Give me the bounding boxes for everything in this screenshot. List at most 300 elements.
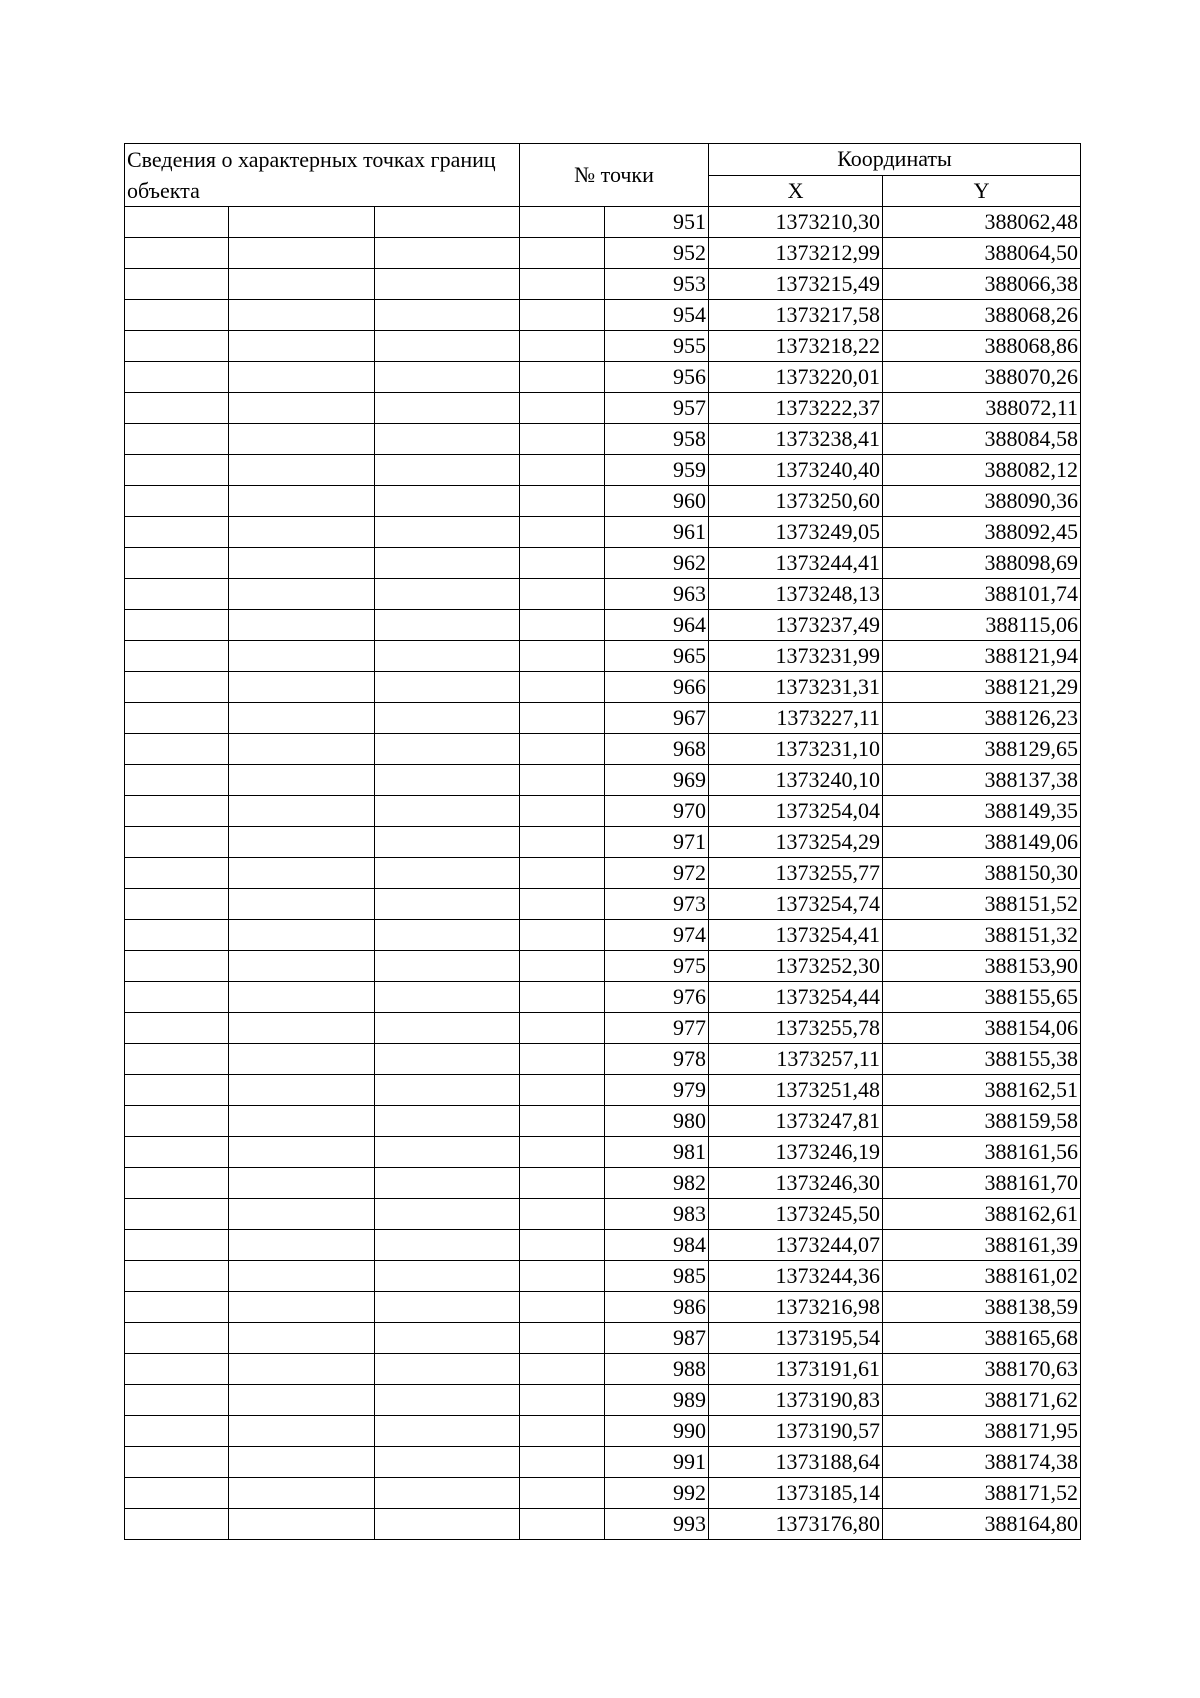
- y-coordinate-cell: 388072,11: [883, 393, 1081, 424]
- empty-cell: [125, 1354, 229, 1385]
- empty-cell: [375, 641, 520, 672]
- empty-cell: [229, 1416, 375, 1447]
- point-number-cell: 986: [605, 1292, 709, 1323]
- point-number-cell: 951: [605, 207, 709, 238]
- x-coordinate-cell: 1373231,99: [709, 641, 883, 672]
- y-coordinate-cell: 388162,51: [883, 1075, 1081, 1106]
- empty-cell: [229, 1137, 375, 1168]
- empty-cell: [520, 548, 605, 579]
- empty-cell: [520, 672, 605, 703]
- table-row: [125, 889, 1081, 920]
- empty-cell: [229, 269, 375, 300]
- table-row: [125, 424, 1081, 455]
- empty-cell: [375, 393, 520, 424]
- table-row: [125, 1261, 1081, 1292]
- empty-cell: [229, 1354, 375, 1385]
- x-coordinate-cell: 1373255,77: [709, 858, 883, 889]
- empty-cell: [375, 1385, 520, 1416]
- x-coordinate-cell: 1373244,41: [709, 548, 883, 579]
- empty-cell: [125, 1168, 229, 1199]
- point-number-cell: 984: [605, 1230, 709, 1261]
- empty-cell: [229, 1075, 375, 1106]
- empty-cell: [229, 1168, 375, 1199]
- empty-cell: [375, 579, 520, 610]
- empty-cell: [125, 1478, 229, 1509]
- empty-cell: [125, 951, 229, 982]
- table-row: [125, 486, 1081, 517]
- point-number-cell: 961: [605, 517, 709, 548]
- empty-cell: [375, 517, 520, 548]
- empty-cell: [375, 1292, 520, 1323]
- y-coordinate-cell: 388154,06: [883, 1013, 1081, 1044]
- point-number-cell: 970: [605, 796, 709, 827]
- point-number-cell: 990: [605, 1416, 709, 1447]
- empty-cell: [229, 1478, 375, 1509]
- empty-cell: [125, 858, 229, 889]
- x-coordinate-cell: 1373195,54: [709, 1323, 883, 1354]
- empty-cell: [125, 734, 229, 765]
- empty-cell: [520, 703, 605, 734]
- empty-cell: [229, 672, 375, 703]
- point-number-cell: 976: [605, 982, 709, 1013]
- empty-cell: [375, 1478, 520, 1509]
- table-row: [125, 1323, 1081, 1354]
- point-number-cell: 952: [605, 238, 709, 269]
- table-row: [125, 1478, 1081, 1509]
- coordinates-header: Координаты: [709, 144, 1081, 176]
- empty-cell: [375, 920, 520, 951]
- table-row: [125, 796, 1081, 827]
- empty-cell: [375, 703, 520, 734]
- empty-cell: [520, 796, 605, 827]
- y-coordinate-cell: 388101,74: [883, 579, 1081, 610]
- empty-cell: [375, 1447, 520, 1478]
- x-coordinate-cell: 1373190,57: [709, 1416, 883, 1447]
- empty-cell: [229, 889, 375, 920]
- x-coordinate-cell: 1373237,49: [709, 610, 883, 641]
- y-coordinate-cell: 388138,59: [883, 1292, 1081, 1323]
- empty-cell: [520, 1230, 605, 1261]
- table-row: [125, 734, 1081, 765]
- x-coordinate-cell: 1373222,37: [709, 393, 883, 424]
- empty-cell: [229, 982, 375, 1013]
- y-coordinate-cell: 388149,06: [883, 827, 1081, 858]
- point-number-cell: 956: [605, 362, 709, 393]
- point-number-cell: 963: [605, 579, 709, 610]
- y-coordinate-cell: 388068,86: [883, 331, 1081, 362]
- empty-cell: [375, 1199, 520, 1230]
- point-number-cell: 967: [605, 703, 709, 734]
- empty-cell: [125, 1106, 229, 1137]
- table-row: [125, 1044, 1081, 1075]
- x-coordinate-cell: 1373212,99: [709, 238, 883, 269]
- point-number-cell: 969: [605, 765, 709, 796]
- empty-cell: [520, 858, 605, 889]
- empty-cell: [375, 1013, 520, 1044]
- table-row: [125, 1013, 1081, 1044]
- empty-cell: [229, 1385, 375, 1416]
- empty-cell: [229, 517, 375, 548]
- empty-cell: [125, 1075, 229, 1106]
- empty-cell: [375, 889, 520, 920]
- empty-cell: [229, 796, 375, 827]
- point-number-cell: 965: [605, 641, 709, 672]
- empty-cell: [520, 300, 605, 331]
- empty-cell: [125, 424, 229, 455]
- y-coordinate-cell: 388174,38: [883, 1447, 1081, 1478]
- empty-cell: [520, 610, 605, 641]
- empty-cell: [520, 1323, 605, 1354]
- empty-cell: [520, 579, 605, 610]
- table-row: [125, 1385, 1081, 1416]
- empty-cell: [520, 982, 605, 1013]
- empty-cell: [520, 455, 605, 486]
- empty-cell: [375, 424, 520, 455]
- y-coordinate-cell: 388121,94: [883, 641, 1081, 672]
- empty-cell: [520, 1044, 605, 1075]
- empty-cell: [520, 734, 605, 765]
- empty-cell: [520, 393, 605, 424]
- x-coordinate-cell: 1373190,83: [709, 1385, 883, 1416]
- header-row-top: [125, 144, 1081, 176]
- empty-cell: [125, 1385, 229, 1416]
- point-number-cell: 975: [605, 951, 709, 982]
- table-row: [125, 641, 1081, 672]
- empty-cell: [125, 393, 229, 424]
- x-coordinate-cell: 1373238,41: [709, 424, 883, 455]
- y-coordinate-cell: 388165,68: [883, 1323, 1081, 1354]
- x-coordinate-cell: 1373257,11: [709, 1044, 883, 1075]
- empty-cell: [520, 331, 605, 362]
- table-row: [125, 1106, 1081, 1137]
- empty-cell: [520, 1354, 605, 1385]
- empty-cell: [125, 207, 229, 238]
- empty-cell: [125, 1509, 229, 1540]
- x-coordinate-cell: 1373217,58: [709, 300, 883, 331]
- table-row: [125, 827, 1081, 858]
- empty-cell: [229, 641, 375, 672]
- empty-cell: [520, 1447, 605, 1478]
- empty-cell: [125, 641, 229, 672]
- point-number-cell: 982: [605, 1168, 709, 1199]
- y-coordinate-cell: 388064,50: [883, 238, 1081, 269]
- y-coordinate-cell: 388161,70: [883, 1168, 1081, 1199]
- empty-cell: [125, 1199, 229, 1230]
- x-coordinate-cell: 1373188,64: [709, 1447, 883, 1478]
- empty-cell: [229, 858, 375, 889]
- table-body: [125, 144, 1081, 1540]
- empty-cell: [125, 1044, 229, 1075]
- empty-cell: [125, 238, 229, 269]
- empty-cell: [229, 951, 375, 982]
- x-coordinate-cell: 1373254,29: [709, 827, 883, 858]
- y-coordinate-cell: 388121,29: [883, 672, 1081, 703]
- empty-cell: [375, 1075, 520, 1106]
- empty-cell: [125, 610, 229, 641]
- y-coordinate-cell: 388161,39: [883, 1230, 1081, 1261]
- x-coordinate-cell: 1373240,40: [709, 455, 883, 486]
- x-coordinate-cell: 1373249,05: [709, 517, 883, 548]
- empty-cell: [375, 827, 520, 858]
- empty-cell: [125, 982, 229, 1013]
- empty-cell: [375, 331, 520, 362]
- empty-cell: [125, 1230, 229, 1261]
- empty-cell: [520, 362, 605, 393]
- point-number-cell: 987: [605, 1323, 709, 1354]
- empty-cell: [125, 1292, 229, 1323]
- empty-cell: [520, 641, 605, 672]
- empty-cell: [520, 1199, 605, 1230]
- empty-cell: [375, 455, 520, 486]
- empty-cell: [125, 889, 229, 920]
- empty-cell: [520, 765, 605, 796]
- point-number-cell: 958: [605, 424, 709, 455]
- y-coordinate-cell: 388153,90: [883, 951, 1081, 982]
- empty-cell: [375, 269, 520, 300]
- point-number-cell: 954: [605, 300, 709, 331]
- y-coordinate-cell: 388090,36: [883, 486, 1081, 517]
- empty-cell: [375, 1137, 520, 1168]
- table-row: [125, 579, 1081, 610]
- table-row: [125, 331, 1081, 362]
- x-coordinate-cell: 1373245,50: [709, 1199, 883, 1230]
- empty-cell: [125, 455, 229, 486]
- table-row: [125, 269, 1081, 300]
- empty-cell: [520, 207, 605, 238]
- empty-cell: [229, 1230, 375, 1261]
- empty-cell: [375, 796, 520, 827]
- x-coordinate-cell: 1373176,80: [709, 1509, 883, 1540]
- empty-cell: [375, 1416, 520, 1447]
- table-row: [125, 1075, 1081, 1106]
- empty-cell: [520, 1478, 605, 1509]
- empty-cell: [229, 300, 375, 331]
- empty-cell: [375, 734, 520, 765]
- y-coordinate-cell: 388155,65: [883, 982, 1081, 1013]
- empty-cell: [125, 548, 229, 579]
- x-coordinate-cell: 1373254,44: [709, 982, 883, 1013]
- y-coordinate-cell: 388129,65: [883, 734, 1081, 765]
- empty-cell: [375, 1044, 520, 1075]
- x-coordinate-cell: 1373254,74: [709, 889, 883, 920]
- empty-cell: [520, 827, 605, 858]
- coordinates-table: [124, 143, 1081, 1540]
- table-row: [125, 362, 1081, 393]
- empty-cell: [229, 424, 375, 455]
- empty-cell: [125, 486, 229, 517]
- empty-cell: [520, 1261, 605, 1292]
- point-number-cell: 989: [605, 1385, 709, 1416]
- x-coordinate-cell: 1373231,10: [709, 734, 883, 765]
- empty-cell: [520, 486, 605, 517]
- point-number-cell: 979: [605, 1075, 709, 1106]
- point-number-cell: 977: [605, 1013, 709, 1044]
- empty-cell: [375, 238, 520, 269]
- empty-cell: [520, 424, 605, 455]
- x-coordinate-cell: 1373215,49: [709, 269, 883, 300]
- empty-cell: [375, 1261, 520, 1292]
- table-row: [125, 548, 1081, 579]
- empty-cell: [229, 207, 375, 238]
- empty-cell: [520, 1385, 605, 1416]
- y-coordinate-cell: 388150,30: [883, 858, 1081, 889]
- x-coordinate-cell: 1373248,13: [709, 579, 883, 610]
- y-header: Y: [883, 175, 1081, 207]
- info-header: Сведения о характерных точках границ объекта: [125, 144, 520, 207]
- table-row: [125, 455, 1081, 486]
- y-coordinate-cell: 388098,69: [883, 548, 1081, 579]
- point-number-cell: 966: [605, 672, 709, 703]
- y-coordinate-cell: 388066,38: [883, 269, 1081, 300]
- point-number-cell: 992: [605, 1478, 709, 1509]
- x-coordinate-cell: 1373218,22: [709, 331, 883, 362]
- empty-cell: [520, 1013, 605, 1044]
- y-coordinate-cell: 388151,32: [883, 920, 1081, 951]
- y-coordinate-cell: 388155,38: [883, 1044, 1081, 1075]
- empty-cell: [125, 1323, 229, 1354]
- empty-cell: [229, 1509, 375, 1540]
- empty-cell: [520, 889, 605, 920]
- y-coordinate-cell: 388170,63: [883, 1354, 1081, 1385]
- table-row: [125, 858, 1081, 889]
- y-coordinate-cell: 388151,52: [883, 889, 1081, 920]
- y-coordinate-cell: 388171,52: [883, 1478, 1081, 1509]
- table-row: [125, 517, 1081, 548]
- empty-cell: [375, 951, 520, 982]
- empty-cell: [125, 517, 229, 548]
- empty-cell: [375, 1168, 520, 1199]
- empty-cell: [125, 362, 229, 393]
- point-number-cell: 981: [605, 1137, 709, 1168]
- empty-cell: [520, 1416, 605, 1447]
- table-row: [125, 1416, 1081, 1447]
- empty-cell: [375, 362, 520, 393]
- empty-cell: [125, 300, 229, 331]
- empty-cell: [125, 672, 229, 703]
- table-row: [125, 610, 1081, 641]
- y-coordinate-cell: 388164,80: [883, 1509, 1081, 1540]
- y-coordinate-cell: 388171,95: [883, 1416, 1081, 1447]
- x-header: X: [709, 175, 883, 207]
- table-row: [125, 1447, 1081, 1478]
- table-row: [125, 951, 1081, 982]
- empty-cell: [520, 1292, 605, 1323]
- y-coordinate-cell: 388162,61: [883, 1199, 1081, 1230]
- empty-cell: [125, 1416, 229, 1447]
- x-coordinate-cell: 1373216,98: [709, 1292, 883, 1323]
- table-row: [125, 672, 1081, 703]
- empty-cell: [229, 703, 375, 734]
- empty-cell: [229, 610, 375, 641]
- point-number-cell: 973: [605, 889, 709, 920]
- table-row: [125, 982, 1081, 1013]
- empty-cell: [229, 827, 375, 858]
- y-coordinate-cell: 388092,45: [883, 517, 1081, 548]
- point-number-cell: 993: [605, 1509, 709, 1540]
- x-coordinate-cell: 1373255,78: [709, 1013, 883, 1044]
- x-coordinate-cell: 1373251,48: [709, 1075, 883, 1106]
- x-coordinate-cell: 1373254,41: [709, 920, 883, 951]
- point-number-cell: 988: [605, 1354, 709, 1385]
- empty-cell: [229, 455, 375, 486]
- point-number-cell: 980: [605, 1106, 709, 1137]
- y-coordinate-cell: 388161,56: [883, 1137, 1081, 1168]
- empty-cell: [375, 1230, 520, 1261]
- table-row: [125, 1199, 1081, 1230]
- empty-cell: [375, 610, 520, 641]
- table-row: [125, 393, 1081, 424]
- point-number-cell: 972: [605, 858, 709, 889]
- empty-cell: [125, 827, 229, 858]
- empty-cell: [375, 486, 520, 517]
- point-number-cell: 971: [605, 827, 709, 858]
- empty-cell: [375, 1354, 520, 1385]
- table-row: [125, 1354, 1081, 1385]
- empty-cell: [229, 238, 375, 269]
- empty-cell: [229, 1013, 375, 1044]
- empty-cell: [229, 1447, 375, 1478]
- empty-cell: [229, 1292, 375, 1323]
- empty-cell: [125, 1013, 229, 1044]
- table-row: [125, 238, 1081, 269]
- empty-cell: [375, 765, 520, 796]
- empty-cell: [125, 1447, 229, 1478]
- x-coordinate-cell: 1373227,11: [709, 703, 883, 734]
- empty-cell: [229, 1323, 375, 1354]
- empty-cell: [520, 517, 605, 548]
- empty-cell: [229, 765, 375, 796]
- point-number-cell: 985: [605, 1261, 709, 1292]
- table-row: [125, 1292, 1081, 1323]
- x-coordinate-cell: 1373252,30: [709, 951, 883, 982]
- empty-cell: [229, 1261, 375, 1292]
- empty-cell: [125, 703, 229, 734]
- y-coordinate-cell: 388171,62: [883, 1385, 1081, 1416]
- empty-cell: [229, 920, 375, 951]
- table-row: [125, 1168, 1081, 1199]
- empty-cell: [520, 1168, 605, 1199]
- y-coordinate-cell: 388062,48: [883, 207, 1081, 238]
- table-row: [125, 1137, 1081, 1168]
- table-row: [125, 207, 1081, 238]
- empty-cell: [375, 858, 520, 889]
- empty-cell: [125, 1137, 229, 1168]
- x-coordinate-cell: 1373210,30: [709, 207, 883, 238]
- x-coordinate-cell: 1373220,01: [709, 362, 883, 393]
- x-coordinate-cell: 1373254,04: [709, 796, 883, 827]
- empty-cell: [229, 1199, 375, 1230]
- empty-cell: [375, 672, 520, 703]
- x-coordinate-cell: 1373246,19: [709, 1137, 883, 1168]
- point-number-cell: 978: [605, 1044, 709, 1075]
- point-number-cell: 959: [605, 455, 709, 486]
- empty-cell: [375, 982, 520, 1013]
- point-number-cell: 974: [605, 920, 709, 951]
- x-coordinate-cell: 1373185,14: [709, 1478, 883, 1509]
- empty-cell: [520, 1075, 605, 1106]
- empty-cell: [375, 207, 520, 238]
- table-row: [125, 300, 1081, 331]
- empty-cell: [125, 579, 229, 610]
- empty-cell: [229, 331, 375, 362]
- empty-cell: [375, 1106, 520, 1137]
- table-row: [125, 765, 1081, 796]
- empty-cell: [520, 269, 605, 300]
- x-coordinate-cell: 1373244,07: [709, 1230, 883, 1261]
- y-coordinate-cell: 388159,58: [883, 1106, 1081, 1137]
- point-number-cell: 983: [605, 1199, 709, 1230]
- point-number-cell: 962: [605, 548, 709, 579]
